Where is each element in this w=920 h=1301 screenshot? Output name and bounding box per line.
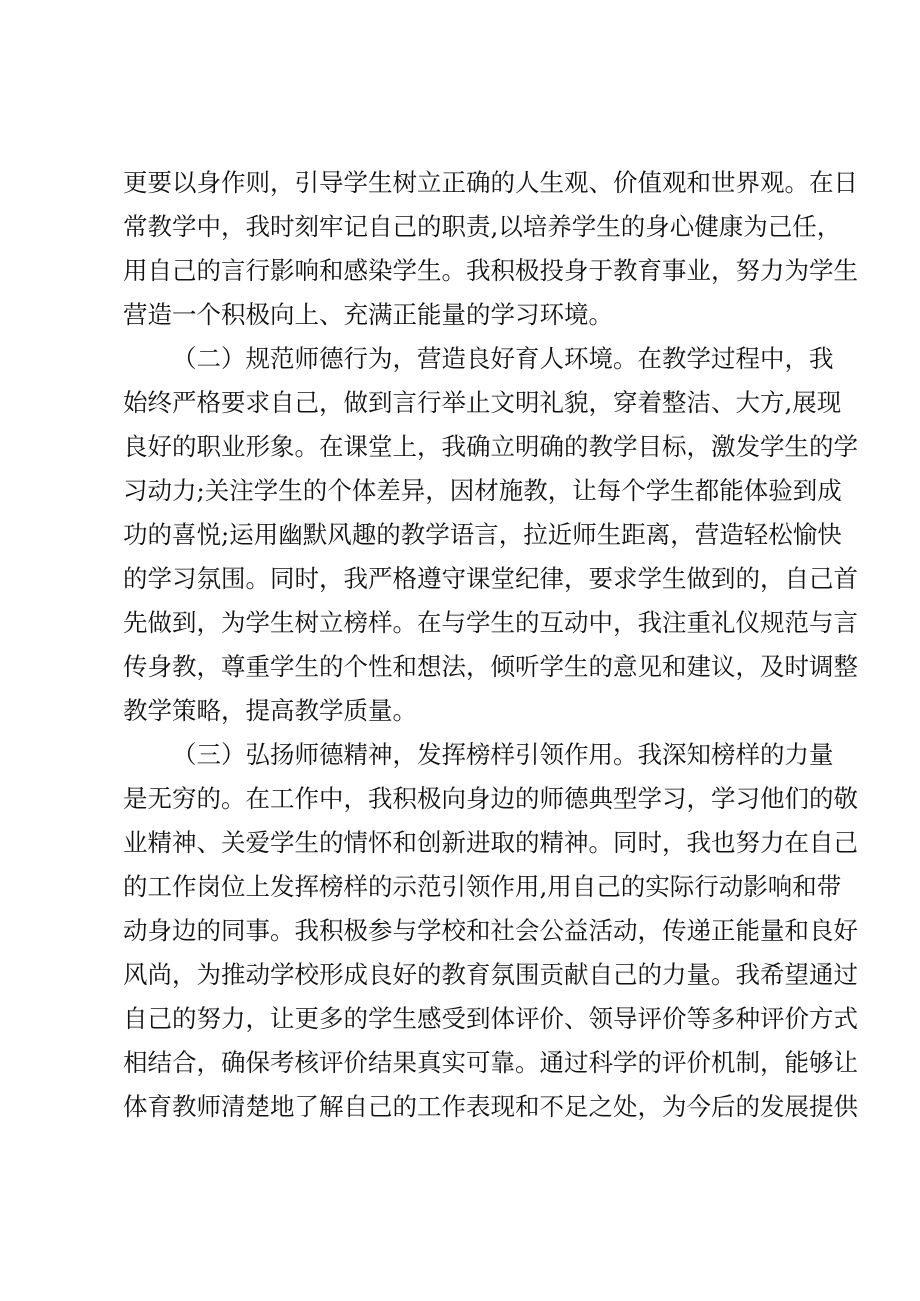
section-heading-line: （二）规范师德行为，营造良好育人环境。在教学过程中，我 (172, 344, 834, 373)
text-line: 是无穷的。在工作中，我积极向身边的师德典型学习，学习他们的敬 (123, 784, 858, 813)
text-line: 体育教师清楚地了解自己的工作表现和不足之处，为今后的发展提供 (123, 1092, 858, 1121)
text-line: 自己的努力，让更多的学生感受到体评价、领导评价等多种评价方式 (123, 1004, 858, 1033)
text-line: 业精神、关爱学生的情怀和创新进取的精神。同时，我也努力在自己 (123, 828, 858, 857)
text-line: 更要以身作则，引导学生树立正确的人生观、价值观和世界观。在日 (123, 168, 858, 197)
text-line: 相结合，确保考核评价结果真实可靠。通过科学的评价机制，能够让 (123, 1048, 858, 1077)
text-line: 始终严格要求自己，做到言行举止文明礼貌，穿着整洁、大方,展现 (123, 388, 842, 417)
text-line: 动身边的同事。我积极参与学校和社会公益活动，传递正能量和良好 (123, 916, 858, 945)
text-line: 功的喜悦;运用幽默风趣的教学语言，拉近师生距离，营造轻松愉快 (123, 520, 842, 549)
text-line: 的工作岗位上发挥榜样的示范引领作用,用自己的实际行动影响和带 (123, 872, 842, 901)
text-line: 用自己的言行影响和感染学生。我积极投身于教育事业，努力为学生 (123, 256, 858, 285)
text-line: 风尚，为推动学校形成良好的教育氛围贡献自己的力量。我希望通过 (123, 960, 858, 989)
text-line: 教学策略，提高教学质量。 (123, 696, 417, 725)
section-heading-line: （三）弘扬师德精神，发挥榜样引领作用。我深知榜样的力量 (172, 740, 834, 769)
text-line: 先做到，为学生树立榜样。在与学生的互动中，我注重礼仪规范与言 (123, 608, 858, 637)
text-line: 习动力;关注学生的个体差异，因材施教，让每个学生都能体验到成 (123, 476, 842, 505)
text-line: 良好的职业形象。在课堂上，我确立明确的教学目标，激发学生的学 (123, 432, 858, 461)
text-line: 传身教，尊重学生的个性和想法，倾听学生的意见和建议，及时调整 (123, 652, 858, 681)
text-line: 营造一个积极向上、充满正能量的学习环境。 (123, 300, 613, 329)
text-line: 常教学中，我时刻牢记自己的职责,以培养学生的身心健康为己任， (123, 212, 842, 241)
text-line: 的学习氛围。同时，我严格遵守课堂纪律，要求学生做到的，自己首 (123, 564, 858, 593)
